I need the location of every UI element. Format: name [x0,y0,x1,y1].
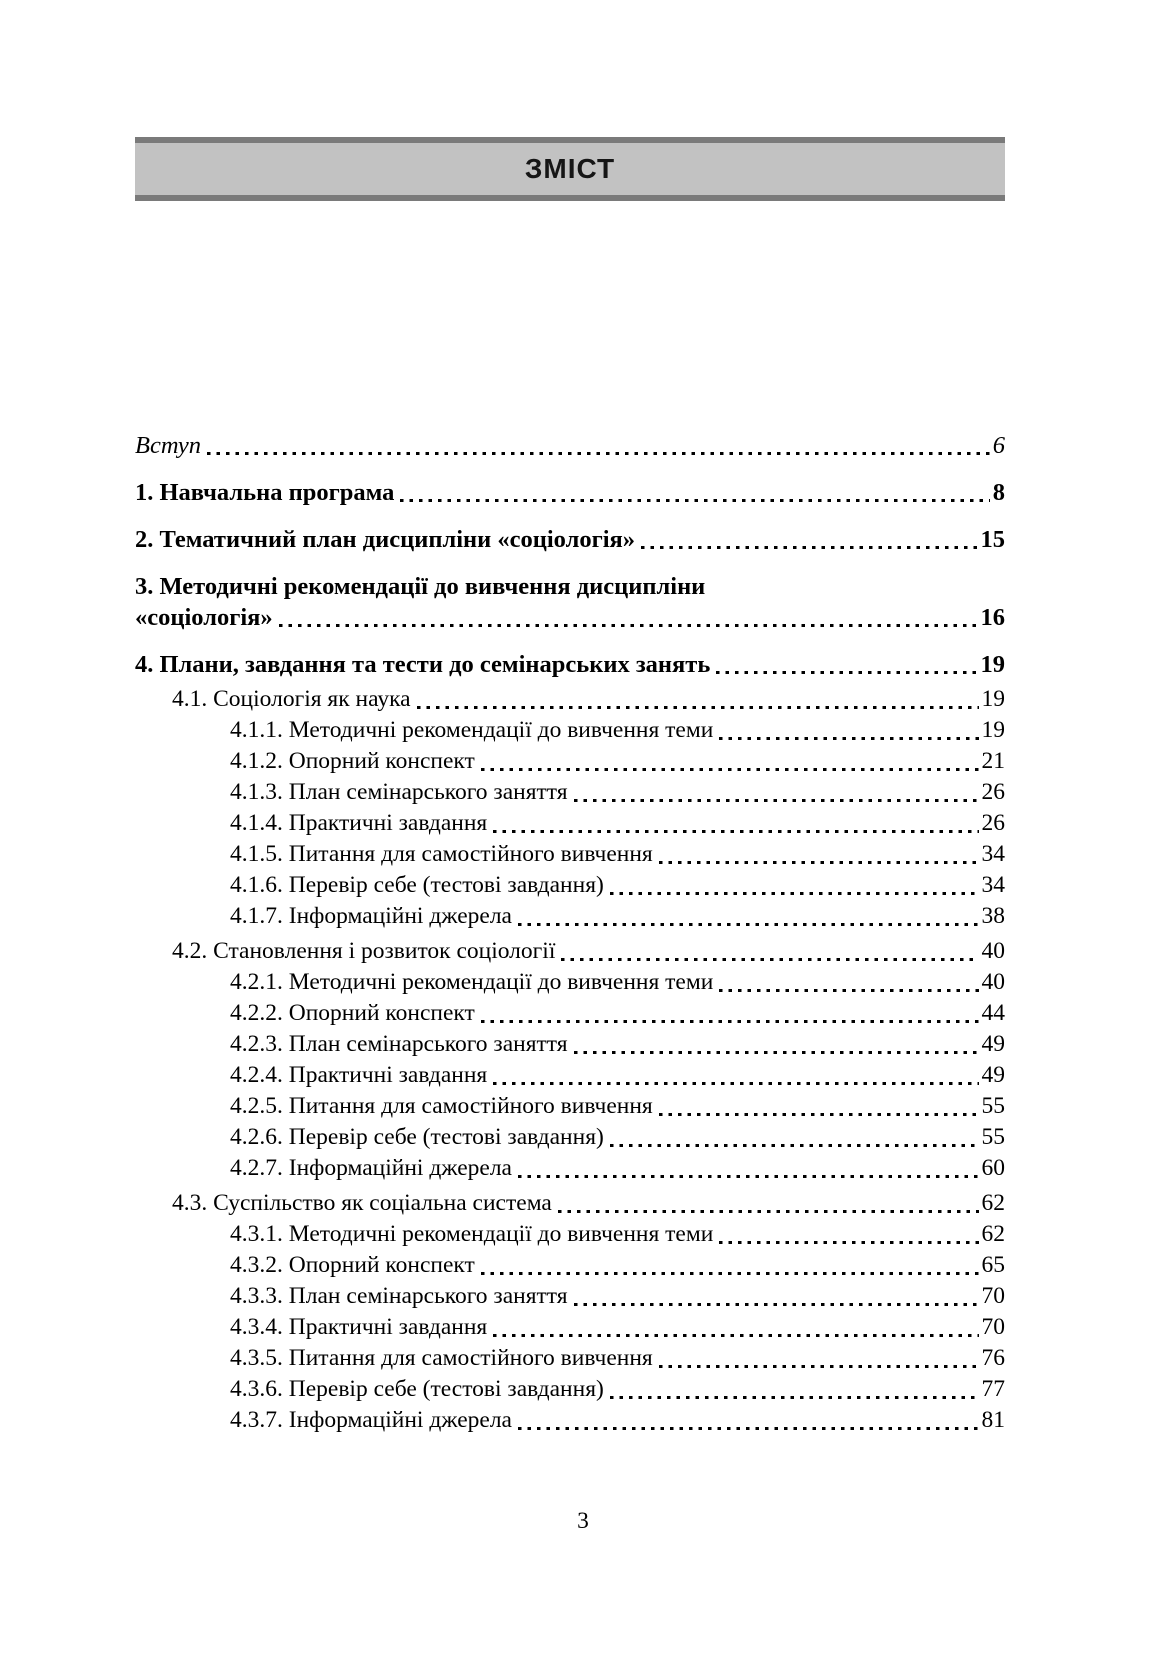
toc-entry-label: 4.1.7. Інформаційні джерела [230,903,512,929]
toc-entry-page: 34 [981,872,1005,898]
toc-entry-page: 81 [981,1407,1005,1433]
toc-entry [135,1029,1005,1060]
toc-entry [135,649,1005,680]
toc-entry [135,1153,1005,1184]
toc-entry-page: 60 [981,1155,1005,1181]
toc-entry-label: 4.1.5. Питання для самостійного вивчення [230,841,653,867]
toc-entry-label: «соціологія» [135,604,273,631]
toc-entry [135,901,1005,932]
toc-entry [135,524,1005,555]
toc-entry [135,1122,1005,1153]
toc-entry-page: 76 [981,1345,1005,1371]
dot-leader [713,715,979,746]
dot-leader [713,1219,979,1250]
dot-leader [555,936,979,967]
dot-leader [487,1060,979,1091]
toc-entry-page: 77 [981,1376,1005,1402]
toc-entry-page: 8 [992,479,1005,506]
toc-entry-label: 4.2.7. Інформаційні джерела [230,1155,512,1181]
toc-entry-page: 21 [981,748,1005,774]
toc-entry-page: 49 [981,1062,1005,1088]
toc-entry-label: 4.2.1. Методичні рекомендації до вивчення теми [230,969,714,995]
dot-leader [653,1091,980,1122]
toc-entry-page: 15 [980,526,1005,553]
toc-entry [135,1188,1005,1219]
dot-leader [487,808,979,839]
toc-entry [135,839,1005,870]
toc-entry [135,936,1005,967]
toc-entry-page: 55 [981,1093,1005,1119]
toc-entry-page: 19 [981,686,1005,712]
toc-entry-page: 16 [980,604,1005,631]
toc-entry-label: 4.3.3. План семінарського заняття [230,1283,568,1309]
toc-entry [135,1405,1005,1436]
toc-entry [135,1219,1005,1250]
toc-entry [135,477,1005,508]
toc-entry [135,870,1005,901]
toc-entry-label: 4.1. Соціологія як наука [172,686,411,712]
toc-entry-label: 4.3.4. Практичні завдання [230,1314,488,1340]
toc-entry-label: 3. Методичні рекомендації до вивчення дисципліни [135,573,706,600]
toc-entry-label: 4.2.4. Практичні завдання [230,1062,488,1088]
toc-entry-label: 1. Навчальна програма [135,479,395,506]
toc-entry-page: 62 [981,1221,1005,1247]
toc-entry-label: Вступ [135,432,202,459]
dot-leader [710,649,978,680]
toc-entry-page: 26 [981,779,1005,805]
dot-leader [273,602,979,633]
toc-entry [135,1343,1005,1374]
dot-leader [512,901,980,932]
toc-entry [135,602,1005,633]
toc-entry [135,1312,1005,1343]
toc-entry-page: 62 [981,1190,1005,1216]
toc-entry-label: 4.2.2. Опорний конспект [230,1000,475,1026]
toc-entry-label: 4.3.5. Питання для самостійного вивчення [230,1345,653,1371]
toc-entry-label: 4.3.2. Опорний конспект [230,1252,475,1278]
dot-leader [604,1374,980,1405]
toc-entry-label: 4.2.3. План семінарського заняття [230,1031,568,1057]
toc-entry-label: 4.3.6. Перевір себе (тестові завдання) [230,1376,604,1402]
dot-leader [653,839,980,870]
dot-leader [604,870,980,901]
toc-entry [135,967,1005,998]
dot-leader [568,777,980,808]
dot-leader [552,1188,980,1219]
toc-entry-page: 70 [981,1283,1005,1309]
toc-entry-label: 4.1.2. Опорний конспект [230,748,475,774]
toc-entry [135,1250,1005,1281]
dot-leader [475,1250,980,1281]
toc-entry-page: 49 [981,1031,1005,1057]
page-title: ЗМІСТ [524,153,616,184]
toc-entry [135,1091,1005,1122]
dot-leader [635,524,978,555]
toc-entry [135,998,1005,1029]
toc-header-band [135,137,1005,201]
dot-leader [568,1281,980,1312]
toc-entry-label: 4. Плани, завдання та тести до семінарських занять [135,651,711,678]
toc-entry-label: 4.2.6. Перевір себе (тестові завдання) [230,1124,604,1150]
toc-entry-page: 40 [981,969,1005,995]
dot-leader [487,1312,979,1343]
toc-entry-label: 4.2.5. Питання для самостійного вивчення [230,1093,653,1119]
toc-entry-page: 38 [981,903,1005,929]
dot-leader [604,1122,980,1153]
toc-entry-page: 65 [981,1252,1005,1278]
dot-leader [568,1029,980,1060]
toc-entry-page: 55 [981,1124,1005,1150]
toc-entry [135,777,1005,808]
toc-entry [135,715,1005,746]
toc-entry-page: 19 [980,651,1005,678]
dot-leader [394,477,990,508]
toc-entry-page: 34 [981,841,1005,867]
toc-entry-label: 4.1.4. Практичні завдання [230,810,488,836]
footer-page-number: 3 [577,1508,589,1534]
toc-entry-page: 70 [981,1314,1005,1340]
dot-leader [512,1405,980,1436]
dot-leader [201,430,991,461]
toc-entry [135,1374,1005,1405]
dot-leader [411,684,980,715]
toc-list [135,430,1005,1436]
toc-entry-label: 2. Тематичний план дисципліни «соціологія» [135,526,636,553]
dot-leader [475,998,980,1029]
toc-entry [135,1281,1005,1312]
toc-entry [135,1060,1005,1091]
toc-entry-label: 4.3. Суспільство як соціальна система [172,1190,552,1216]
toc-entry-label: 4.3.7. Інформаційні джерела [230,1407,512,1433]
toc-entry-page: 44 [981,1000,1005,1026]
toc-entry-page: 26 [981,810,1005,836]
toc-entry-label: 4.1.6. Перевір себе (тестові завдання) [230,872,604,898]
toc-entry-page: 6 [992,432,1005,459]
toc-entry-label: 4.3.1. Методичні рекомендації до вивчення теми [230,1221,714,1247]
dot-leader [713,967,979,998]
dot-leader [653,1343,980,1374]
toc-entry [135,571,1005,602]
toc-entry [135,430,1005,461]
toc-entry-page: 19 [981,717,1005,743]
toc-entry-page: 40 [981,938,1005,964]
toc-entry-label: 4.2. Становлення і розвиток соціології [172,938,556,964]
toc-entry-label: 4.1.1. Методичні рекомендації до вивчення теми [230,717,714,743]
toc-entry [135,684,1005,715]
toc-entry-label: 4.1.3. План семінарського заняття [230,779,568,805]
toc-entry [135,808,1005,839]
dot-leader [512,1153,980,1184]
toc-entry [135,746,1005,777]
dot-leader [475,746,980,777]
